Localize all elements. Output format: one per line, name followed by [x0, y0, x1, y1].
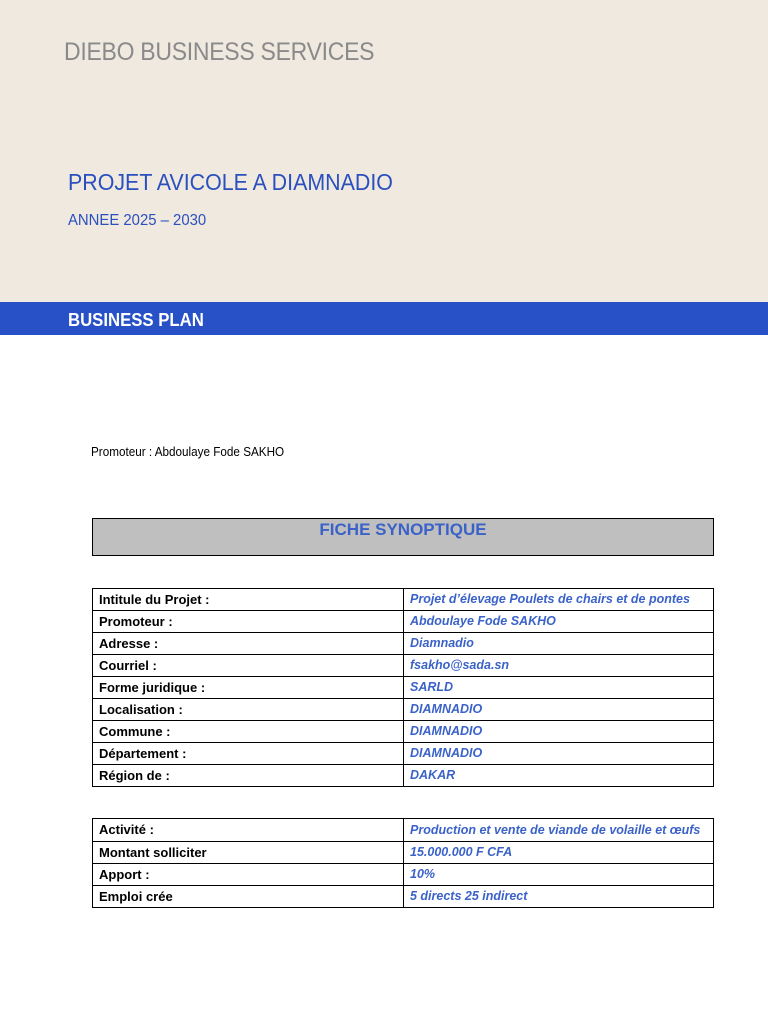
row-label: Intitule du Projet :: [93, 589, 404, 611]
row-label: Localisation :: [93, 699, 404, 721]
fiche-synoptique-title: FICHE SYNOPTIQUE: [319, 520, 487, 539]
table-row: [93, 699, 714, 721]
table-row: [93, 819, 714, 842]
row-label: Courriel :: [93, 655, 404, 677]
fiche-synoptique-box: [92, 518, 714, 556]
table-row: [93, 864, 714, 886]
table-row: [93, 886, 714, 908]
activity-info-table: [92, 818, 714, 908]
row-value: Diamnadio: [404, 633, 714, 655]
row-value: DIAMNADIO: [404, 699, 714, 721]
project-info-table: [92, 588, 714, 787]
row-value: 15.000.000 F CFA: [404, 842, 714, 864]
row-value: Production et vente de viande de volaille et œufs: [404, 819, 714, 842]
row-label: Département :: [93, 743, 404, 765]
row-value: Abdoulaye Fode SAKHO: [404, 611, 714, 633]
row-value: fsakho@sada.sn: [404, 655, 714, 677]
row-value: SARLD: [404, 677, 714, 699]
row-value: Projet d’élevage Poulets de chairs et de pontes: [404, 589, 714, 611]
table-row: [93, 677, 714, 699]
row-value: DIAMNADIO: [404, 721, 714, 743]
table-row: [93, 743, 714, 765]
row-label: Activité :: [93, 819, 404, 842]
business-plan-band: [0, 302, 768, 335]
row-label: Montant solliciter: [93, 842, 404, 864]
company-name: DIEBO BUSINESS SERVICES: [64, 38, 375, 66]
row-label: Adresse :: [93, 633, 404, 655]
business-plan-label: BUSINESS PLAN: [68, 310, 204, 330]
row-value: DIAMNADIO: [404, 743, 714, 765]
table-row: [93, 721, 714, 743]
row-label: Emploi crée: [93, 886, 404, 908]
cover-section: [0, 0, 768, 302]
row-label: Région de :: [93, 765, 404, 787]
table-row: [93, 589, 714, 611]
table-row: [93, 842, 714, 864]
row-label: Apport :: [93, 864, 404, 886]
table-row: [93, 765, 714, 787]
promoteur-line: Promoteur : Abdoulaye Fode SAKHO: [91, 444, 285, 459]
project-years: ANNEE 2025 – 2030: [68, 212, 207, 229]
row-value: 5 directs 25 indirect: [404, 886, 714, 908]
row-label: Forme juridique :: [93, 677, 404, 699]
project-title: PROJET AVICOLE A DIAMNADIO: [68, 169, 393, 195]
row-value: 10%: [404, 864, 714, 886]
table-row: [93, 655, 714, 677]
row-label: Commune :: [93, 721, 404, 743]
row-value: DAKAR: [404, 765, 714, 787]
table-row: [93, 611, 714, 633]
row-label: Promoteur :: [93, 611, 404, 633]
table-row: [93, 633, 714, 655]
